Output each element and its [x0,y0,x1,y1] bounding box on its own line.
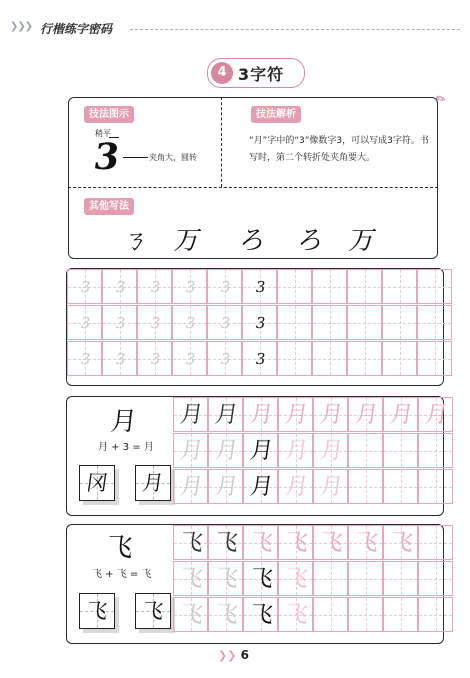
practice-cell [347,341,382,376]
pencil-icon: ✎ [433,90,449,108]
practice-cell [383,561,418,596]
practice-glyph: 飞 [213,602,240,628]
practice-cell [208,597,243,632]
practice-cell [278,397,313,432]
variant-glyph: ㄋ [119,226,152,256]
practice-glyph: 3 [219,350,232,368]
example-character: 月 [109,407,139,437]
variant-glyph: ろ [236,226,269,256]
practice-glyph: 月 [318,402,345,428]
practice-cell [67,305,102,340]
practice-cell [277,269,312,304]
example-box [135,593,171,629]
practice-glyph: 月 [283,474,310,500]
practice-glyph: 月 [318,438,345,464]
practice-cell [313,397,348,432]
practice-glyph: 3 [149,350,162,368]
practice-cell [277,305,312,340]
practice-glyph: 3 [219,314,232,332]
lesson-number-badge: 4 [211,62,233,84]
practice-cell [173,561,208,596]
practice-glyph: 3 [79,350,92,368]
practice-glyph: 月 [353,402,380,428]
practice-cell [348,561,383,596]
diagram-label: 技法图示 [84,106,134,123]
practice-glyph: 飞 [283,566,310,592]
practice-cell [173,597,208,632]
example-box-glyph: 飞 [140,599,166,623]
example-character: 飞 [105,533,135,563]
practice-cell [313,525,348,560]
practice-cell [208,525,243,560]
practice-cell [417,305,452,340]
running-header [10,20,460,38]
practice-cell [383,525,418,560]
practice-cell [243,397,278,432]
lesson-title-pill [207,58,305,88]
practice-cell [312,305,347,340]
practice-cell [278,469,313,504]
practice-glyph: 月 [318,474,345,500]
practice-cell [243,597,278,632]
practice-cell [348,597,383,632]
practice-cell [207,269,242,304]
practice-glyph: 月 [178,474,205,500]
practice-cell [278,433,313,468]
practice-glyph: 飞 [248,530,275,556]
practice-cell [418,397,453,432]
practice-glyph: 3 [184,314,197,332]
practice-glyph: 飞 [213,566,240,592]
practice-cell [313,469,348,504]
practice-glyph: 3 [79,314,92,332]
practice-cell [382,305,417,340]
practice-glyph: 3 [149,314,162,332]
practice-cell [418,469,453,504]
practice-cell [383,433,418,468]
practice-glyph: 飞 [213,530,240,556]
practice-cell [242,341,277,376]
other-forms-label: 其他写法 [84,198,134,215]
practice-cell [348,397,383,432]
practice-cell [173,525,208,560]
practice-cell [67,341,102,376]
practice-glyph: 月 [388,402,415,428]
practice-cell [348,433,383,468]
practice-cell [418,561,453,596]
practice-cell [208,469,243,504]
demo-note-top: 稍平 [95,129,111,138]
practice-cell [137,341,172,376]
chevron-icons: ❯❯ [218,649,237,662]
practice-cell [243,561,278,596]
practice-cell [312,269,347,304]
practice-cell [172,305,207,340]
chevron-icons: ❯❯❯ [10,21,33,32]
practice-glyph: 3 [79,278,92,296]
practice-cell [173,469,208,504]
header-divider [130,29,460,30]
practice-cell [382,341,417,376]
demo-note-side: 夹角大，圆转 [149,153,197,162]
practice-cell [102,269,137,304]
analysis-label: 技法解析 [251,106,301,123]
practice-glyph: 飞 [318,530,345,556]
practice-cell [417,269,452,304]
composition-formula: 月 + 3 = 月 [98,442,154,453]
practice-glyph: 飞 [283,530,310,556]
practice-cell [243,525,278,560]
practice-cell [313,433,348,468]
practice-cell [383,469,418,504]
variant-glyph: 万 [346,226,379,256]
practice-cell [347,305,382,340]
lesson-title: 3字符 [238,65,285,84]
composition-formula: 飞 + 飞 = 飞 [92,569,152,580]
practice-cell [102,305,137,340]
practice-cell [207,341,242,376]
practice-cell [137,305,172,340]
example-box [135,465,171,501]
practice-glyph: 月 [213,438,240,464]
practice-cell [172,341,207,376]
practice-glyph: 月 [248,402,275,428]
practice-glyph: 飞 [248,602,275,628]
variant-glyph: ろ [294,226,327,256]
practice-glyph: 飞 [248,566,275,592]
practice-cell [312,341,347,376]
practice-cell [207,305,242,340]
practice-glyph: 月 [283,402,310,428]
example-box-glyph: 冈 [84,471,110,495]
practice-glyph: 飞 [178,566,205,592]
practice-glyph: 3 [254,350,267,368]
practice-cell [242,305,277,340]
practice-glyph: 飞 [283,602,310,628]
practice-cell [382,269,417,304]
practice-cell [278,597,313,632]
technique-divider-horizontal [68,187,438,188]
practice-glyph: 3 [184,278,197,296]
example-box [79,465,115,501]
practice-glyph: 飞 [178,602,205,628]
practice-cell [67,269,102,304]
practice-cell [418,597,453,632]
practice-panel-fei [66,524,444,644]
practice-cell [277,341,312,376]
practice-glyph: 月 [178,402,205,428]
practice-cell [208,561,243,596]
practice-cell [313,561,348,596]
practice-cell [347,269,382,304]
practice-glyph: 飞 [353,530,380,556]
demo-pointer-line [123,157,148,158]
practice-cell [172,269,207,304]
practice-cell [383,397,418,432]
example-box-glyph: 月 [140,471,166,495]
practice-cell [137,269,172,304]
practice-glyph: 月 [178,438,205,464]
variant-glyph: 万 [171,226,204,256]
practice-glyph: 飞 [388,530,415,556]
practice-glyph: 月 [248,474,275,500]
book-title: 行楷练字密码 [40,22,113,36]
practice-cell [418,433,453,468]
practice-cell [313,597,348,632]
practice-glyph: 3 [149,278,162,296]
practice-cell [417,341,452,376]
practice-cell [173,397,208,432]
practice-glyph: 月 [213,402,240,428]
page-footer [218,648,249,662]
demo-character: 3 [91,136,123,178]
practice-glyph: 3 [254,314,267,332]
practice-cell [243,469,278,504]
practice-glyph: 3 [114,350,127,368]
practice-glyph: 月 [213,474,240,500]
practice-cell [102,341,137,376]
practice-glyph: 3 [254,278,267,296]
practice-glyph: 3 [184,350,197,368]
practice-glyph: 飞 [178,530,205,556]
practice-cell [278,561,313,596]
practice-glyph: 3 [114,278,127,296]
practice-cell [208,433,243,468]
practice-glyph: 月 [248,438,275,464]
stroke-practice-grid [66,268,444,386]
practice-glyph: 3 [219,278,232,296]
practice-cell [173,433,208,468]
practice-cell [418,525,453,560]
practice-cell [243,433,278,468]
practice-glyph: 月 [423,402,450,428]
analysis-text: “月”字中的“3”像数字3，可以写成3字符。书写时，第二个转折处夹角要大。 [249,136,429,163]
practice-cell [242,269,277,304]
page-number: 6 [240,648,249,662]
practice-cell [278,525,313,560]
practice-cell [348,525,383,560]
example-box-glyph: 飞 [84,599,110,623]
example-box [79,593,115,629]
practice-panel-yue [66,396,450,516]
practice-cell [348,469,383,504]
practice-cell [383,597,418,632]
practice-glyph: 3 [114,314,127,332]
practice-cell [208,397,243,432]
technique-divider-vertical [221,97,222,187]
practice-glyph: 月 [283,438,310,464]
